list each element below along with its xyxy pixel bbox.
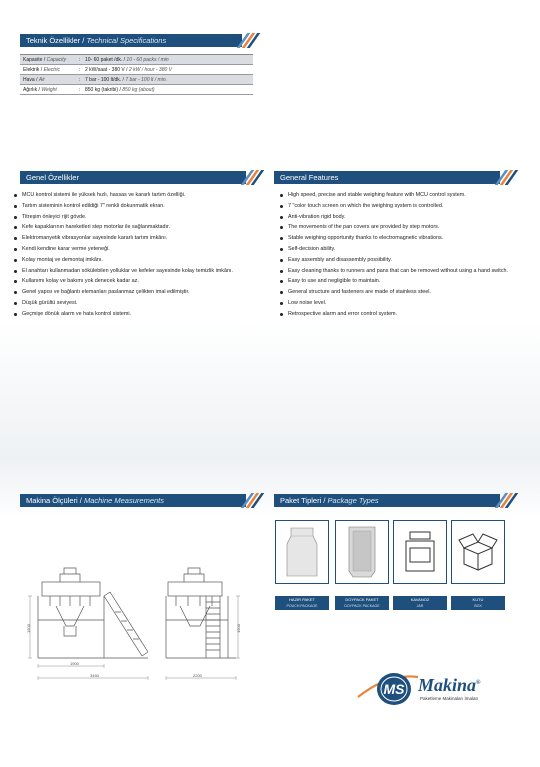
doypack-icon [345, 525, 379, 579]
list-item: Anti-vibration rigid body. [280, 212, 518, 223]
packages-header: Paket Tipleri / Package Types [274, 494, 500, 507]
brand-tagline: Paketleme Makinaları İmalatı [420, 696, 479, 701]
table-row: Kapasite / Capacity : 10- 60 paket /dk. / 10 - 60 packs / min [20, 55, 253, 65]
dimensions-title-en: Machine Measurements [83, 496, 164, 505]
tech-specs-table [20, 54, 253, 95]
pouch-icon [285, 526, 319, 578]
general-tr-header [20, 171, 246, 184]
table-row: Elektrik / Electric : 2 kW/saat - 380 V / 2 kW / hour - 380 V [20, 65, 253, 75]
list-item: MCU kontrol sistemi ile yüksek hızlı, hassas ve kararlı tartım özelliği. [14, 190, 266, 201]
brand-monogram: MS [383, 681, 405, 697]
list-item: Self-decision ability. [280, 244, 518, 255]
dimensions-title-tr: Makina Ölçüleri [26, 496, 78, 505]
list-item: Titreşim önleyici rijit gövde. [14, 212, 266, 223]
list-item: Geçmişe dönük alarm ve hata kontrol sistemi. [14, 309, 266, 320]
package-card-doypack [335, 520, 389, 610]
package-label-jar: KAVANOZ JAR [393, 596, 447, 610]
general-tr-title: Genel Özellikler [26, 173, 79, 182]
front-total-width-label: 3450 [90, 673, 99, 678]
side-width-label: 2200 [193, 673, 202, 678]
tech-specs-title-tr: Teknik Özellikler [26, 36, 81, 45]
general-en-title: General Features [280, 173, 339, 182]
list-item: Kefe kapaklarının hareketleri step motorlar ile sağlanmaktadır. [14, 222, 266, 233]
front-view-drawing [38, 568, 148, 658]
front-height-label: 1500 [25, 624, 31, 633]
list-item: Kendi kendine karar verme yeteneği. [14, 244, 266, 255]
package-card-pouch [275, 520, 329, 610]
packages-title-en: Package Types [327, 496, 379, 505]
tech-specs-title-en: Technical Specifications [86, 36, 167, 45]
list-item: Easy assembly and disassembly possibility. [280, 255, 518, 266]
package-label-pouch: HAZIR PAKET POUCH PACKAGE [275, 596, 329, 610]
package-label-box: KUTU BOX [451, 596, 505, 610]
package-label-doypack: DOYPACK PAKET DOYPACK PACKAGE [335, 596, 389, 610]
general-en-header [274, 171, 500, 184]
header-accent-stripes [498, 493, 516, 508]
general-en-list [280, 190, 518, 320]
general-tr-list [14, 190, 266, 320]
package-card-box [451, 520, 505, 610]
table-row: Hava / Air : 7 bar - 100 lt/dk. / 7 bar - 100 lt / min. [20, 75, 253, 85]
list-item: Stable weighing opportunity thanks to electromagnetic vibrations. [280, 233, 518, 244]
dimensions-header: Makina Ölçüleri / Machine Measurements [20, 494, 246, 507]
list-item: Tartım sisteminin kontrol edildiği 7" renkli dokunmatik ekran. [14, 201, 266, 212]
list-item: Düşük gürültü seviyesi. [14, 298, 266, 309]
jar-icon [400, 530, 440, 574]
header-accent-stripes [244, 493, 262, 508]
package-card-jar [393, 520, 447, 610]
side-view-drawing [166, 568, 236, 658]
list-item: Kullanımı kolay ve bakımı yok denecek kadar az. [14, 276, 266, 287]
list-item: Easy to use and negligible to maintain. [280, 276, 518, 287]
list-item: Genel yapısı ve bağlantı elemanları paslanmaz çelikten imal edilmiştir. [14, 287, 266, 298]
list-item: 7 "color touch screen on which the weighing system is controlled. [280, 201, 518, 212]
list-item: Elektromanyetik vibrasyonlar sayesinde kararlı tartım imkânı. [14, 233, 266, 244]
brand-name: Makina® [418, 675, 481, 695]
list-item: Low noise level. [280, 298, 518, 309]
list-item: Easy cleaning thanks to runners and pans that can be removed without using a hand switch. [280, 266, 518, 277]
list-item: Kolay montaj ve demontaj imkânı. [14, 255, 266, 266]
tech-specs-header: Teknik Özellikler / Technical Specifications [20, 34, 242, 47]
box-icon [456, 530, 500, 574]
list-item: El anahtarı kullanmadan sökülebilen yolluklar ve kefeler sayesinde kolay temizlik imkânı. [14, 266, 266, 277]
front-inner-width-label: 1900 [70, 661, 79, 666]
header-accent-stripes [498, 170, 516, 185]
side-height-label: 1500 [235, 624, 241, 633]
header-accent-stripes [240, 33, 258, 48]
list-item: High speed, precise and stable weighing feature with MCU control system. [280, 190, 518, 201]
table-row: Ağırlık / Weight : 850 kg (takribi) / 850 kg (about) [20, 85, 253, 95]
list-item: The movements of the pan covers are provided by step motors. [280, 222, 518, 233]
packages-title-tr: Paket Tipleri [280, 496, 322, 505]
list-item: Retrospective alarm and error control system. [280, 309, 518, 320]
list-item: General structure and fasteners are made of stainless steel. [280, 287, 518, 298]
header-accent-stripes [244, 170, 262, 185]
machine-drawing [20, 560, 260, 700]
